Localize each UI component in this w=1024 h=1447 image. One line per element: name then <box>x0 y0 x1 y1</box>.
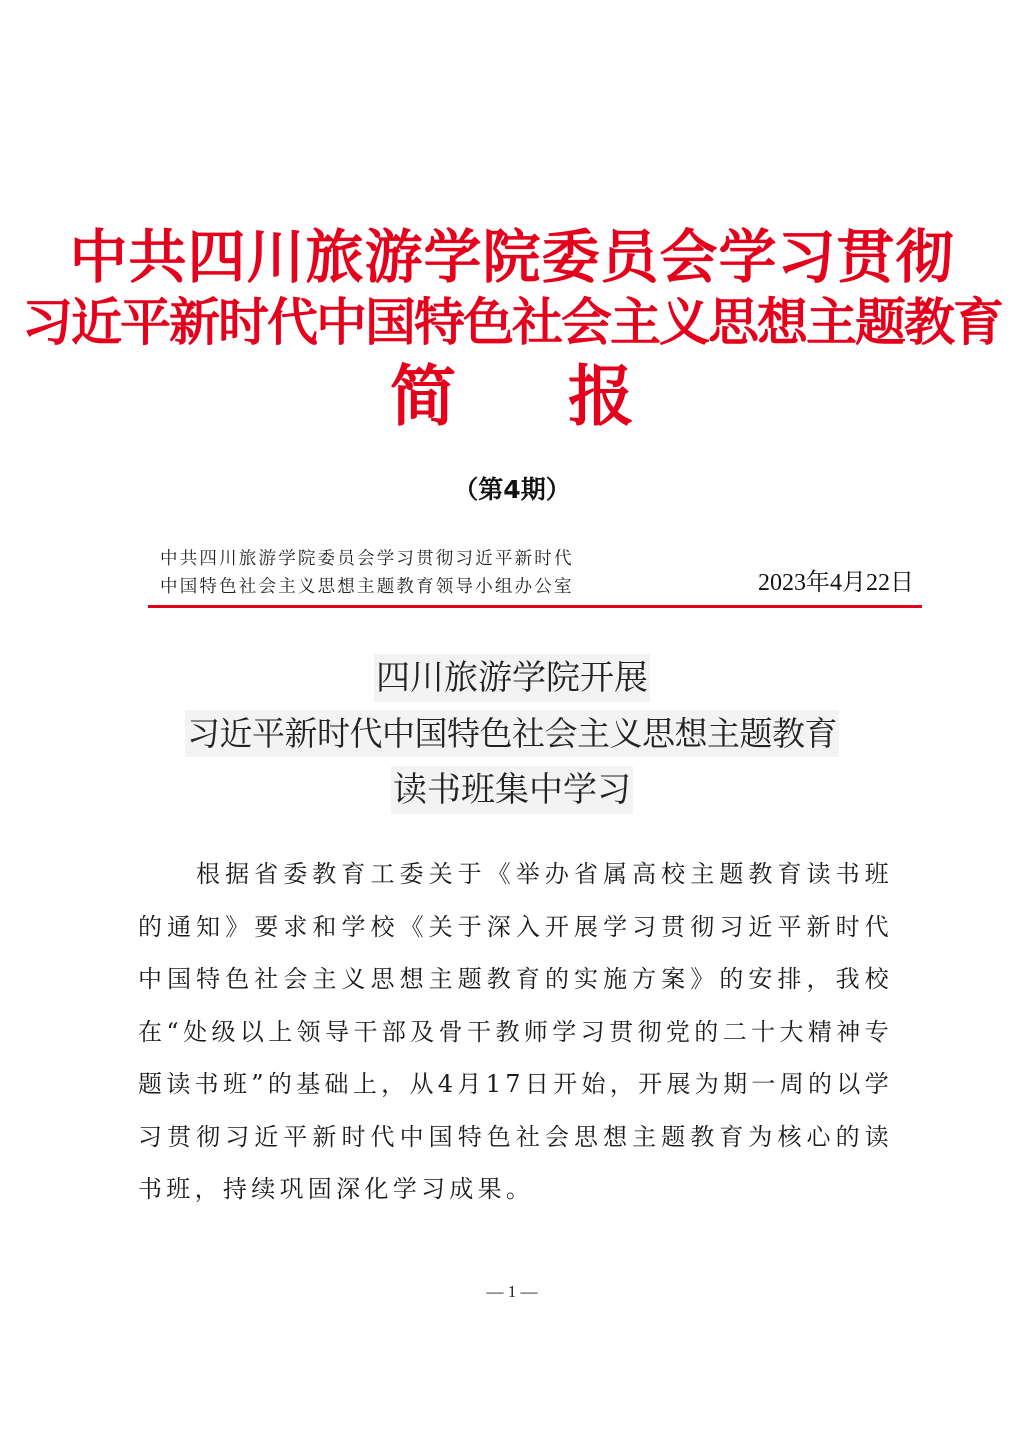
page-number: — 1 — <box>486 1282 538 1301</box>
masthead-title-line2: 习近平新时代中国特色社会主义思想主题教育 <box>21 293 1002 353</box>
article-title-line3-text: 读书班集中学习 <box>391 766 633 814</box>
article-title-line2 <box>0 708 1024 755</box>
issuer-block <box>160 545 574 601</box>
red-divider <box>148 605 922 608</box>
article-title-line1-text: 四川旅游学院开展 <box>374 654 650 702</box>
issue-number: （第4期） <box>453 475 571 504</box>
article-title-line1 <box>0 650 1024 699</box>
masthead-title-line1: 中共四川旅游学院委员会学习贯彻 <box>69 223 955 291</box>
issue-date: 2023年4月22日 <box>758 570 914 596</box>
issuer-line2: 中国特色社会主义思想主题教育领导小组办公室 <box>160 577 574 597</box>
masthead-brief: 简报 <box>390 357 746 435</box>
issuer-line1: 中共四川旅游学院委员会学习贯彻习近平新时代 <box>160 549 574 569</box>
article-title-line2-text: 习近平新时代中国特色社会主义思想主题教育 <box>185 710 839 757</box>
article-paragraph: 根据省委教育工委关于《举办省属高校主题教育读书班的通知》要求和学校《关于深入开展学习贯彻习近平新时代中国特色社会主义思想主题教育的实施方案》的安排，我校在“处级以上领导干部及骨干教师学习贯彻党的二十大精神专题读书班”的基础上，从4月17日开始，开展为期一周的以学习贯彻习近平新时代中国特色社会思想主题教育为核心的读书班，持续巩固深化学习成果。 <box>138 860 893 1203</box>
article-title-line3 <box>0 762 1024 811</box>
